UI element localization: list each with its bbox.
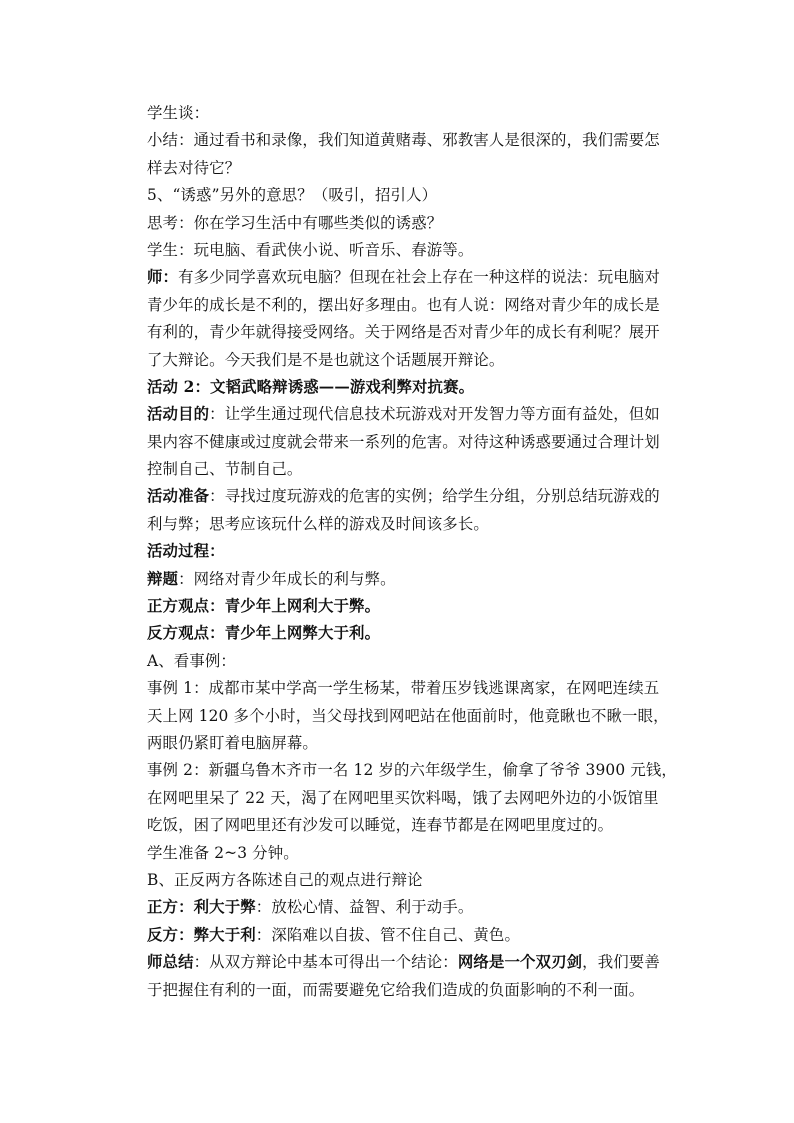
line-text: 青少年的成长是不利的，摆出好多理由。也有人说：网络对青少年的成长是 [147, 295, 660, 314]
bold-label: 辩题 [147, 569, 179, 588]
text-line [147, 210, 677, 237]
line-text: ：网络对青少年成长的利与弊。 [178, 569, 396, 588]
line-text: 样去对待它？ [147, 158, 241, 177]
line-text: ：让学生通过现代信息技术玩游戏对开发智力等方面有益处，但如 [209, 405, 660, 424]
text-line [147, 593, 677, 620]
text-line [147, 867, 677, 894]
bold-label: 活动目的 [147, 405, 210, 424]
line-text: 反方观点：青少年上网弊大于利。 [147, 624, 381, 643]
line-text: 活动 2：文韬武略辩诱惑——游戏利弊对抗赛。 [147, 377, 475, 396]
line-text: 控制自己、节制自己。 [147, 460, 303, 479]
line-text: ：深陷难以自拔、管不住自己、黄色。 [255, 925, 520, 944]
text-line [147, 127, 677, 154]
line-text: B、正反两方各陈述自己的观点进行辩论 [147, 870, 423, 889]
bold-label: 活动准备 [147, 487, 210, 506]
text-line [147, 977, 677, 1004]
text-line [147, 374, 677, 401]
bold-label: 师： [147, 268, 179, 287]
text-line [147, 182, 677, 209]
text-line [147, 757, 677, 784]
text-line [147, 730, 677, 757]
bold-label: 正方：利大于弊 [147, 898, 256, 917]
text-line [147, 538, 677, 565]
text-line [147, 347, 677, 374]
line-text: ：从双方辩论中基本可得出一个结论： [193, 953, 458, 972]
line-text-tail: ，我们要善 [582, 953, 660, 972]
line-text: 事例 1：成都市某中学高一学生杨某，带着压岁钱逃课离家，在网吧连续五 [147, 679, 660, 698]
text-line [147, 511, 677, 538]
line-text: 天上网 120 多个小时，当父母找到网吧站在他面前时，他竟瞅也不瞅一眼， [147, 706, 669, 725]
line-text: 在网吧里呆了 22 天，渴了在网吧里买饮料喝，饿了去网吧外边的小饭馆里 [147, 788, 659, 807]
line-text: ：放松心情、益智、利于动手。 [255, 898, 474, 917]
text-line [147, 292, 677, 319]
line-text: 果内容不健康或过度就会带来一系列的危害。对待这种诱惑要通过合理计划 [147, 432, 660, 451]
line-text: 学生准备 2~3 分钟。 [147, 843, 299, 862]
line-text: 事例 2：新疆乌鲁木齐市一名 12 岁的六年级学生，偷拿了爷爷 3900 元钱， [147, 761, 677, 780]
text-line [147, 155, 677, 182]
text-line [147, 703, 677, 730]
document-body [147, 100, 677, 1004]
line-text: ：寻找过度玩游戏的危害的实例；给学生分组，分别总结玩游戏的 [209, 487, 660, 506]
bold-label: 活动过程： [147, 542, 225, 561]
line-text: 两眼仍紧盯着电脑屏幕。 [147, 733, 318, 752]
line-text: 学生谈： [147, 104, 210, 122]
text-line [147, 949, 677, 976]
line-text: 了大辩论。今天我们是不是也就这个话题展开辩论。 [147, 350, 505, 369]
line-text: 吃饭，困了网吧里还有沙发可以睡觉，连春节都是在网吧里度过的。 [147, 816, 614, 835]
text-line [147, 429, 677, 456]
text-line [147, 566, 677, 593]
line-text: 于把握住有利的一面，而需要避免它给我们造成的负面影响的不利一面。 [147, 980, 645, 999]
text-line [147, 922, 677, 949]
text-line [147, 456, 677, 483]
text-line [147, 812, 677, 839]
line-text: 小结：通过看书和录像，我们知道黄赌毒、邪教害人是很深的，我们需要怎 [147, 131, 660, 150]
text-line [147, 319, 677, 346]
text-line [147, 237, 677, 264]
text-line [147, 100, 677, 127]
bold-emphasis: 网络是一个双刃剑 [457, 953, 583, 972]
line-text: A、看事例： [147, 651, 236, 670]
bold-label: 师总结 [147, 953, 194, 972]
text-line [147, 894, 677, 921]
text-line [147, 401, 677, 428]
line-text: 有利的，青少年就得接受网络。关于网络是否对青少年的成长有利呢？展开 [147, 323, 660, 342]
text-line [147, 483, 677, 510]
line-text: 学生：玩电脑、看武侠小说、听音乐、春游等。 [147, 240, 474, 259]
text-line [147, 648, 677, 675]
line-text: 5、“诱惑”另外的意思？（吸引，招引人） [147, 186, 438, 205]
bold-label: 反方：弊大于利 [147, 925, 256, 944]
line-text: 正方观点：青少年上网利大于弊。 [147, 597, 381, 616]
text-line [147, 785, 677, 812]
line-text: 利与弊；思考应该玩什么样的游戏及时间该多长。 [147, 514, 489, 533]
line-text: 思考：你在学习生活中有哪些类似的诱惑？ [147, 213, 443, 232]
text-line [147, 675, 677, 702]
text-line [147, 264, 677, 291]
line-text: 有多少同学喜欢玩电脑？但现在社会上存在一种这样的说法：玩电脑对 [178, 268, 660, 287]
text-line [147, 840, 677, 867]
text-line [147, 620, 677, 647]
